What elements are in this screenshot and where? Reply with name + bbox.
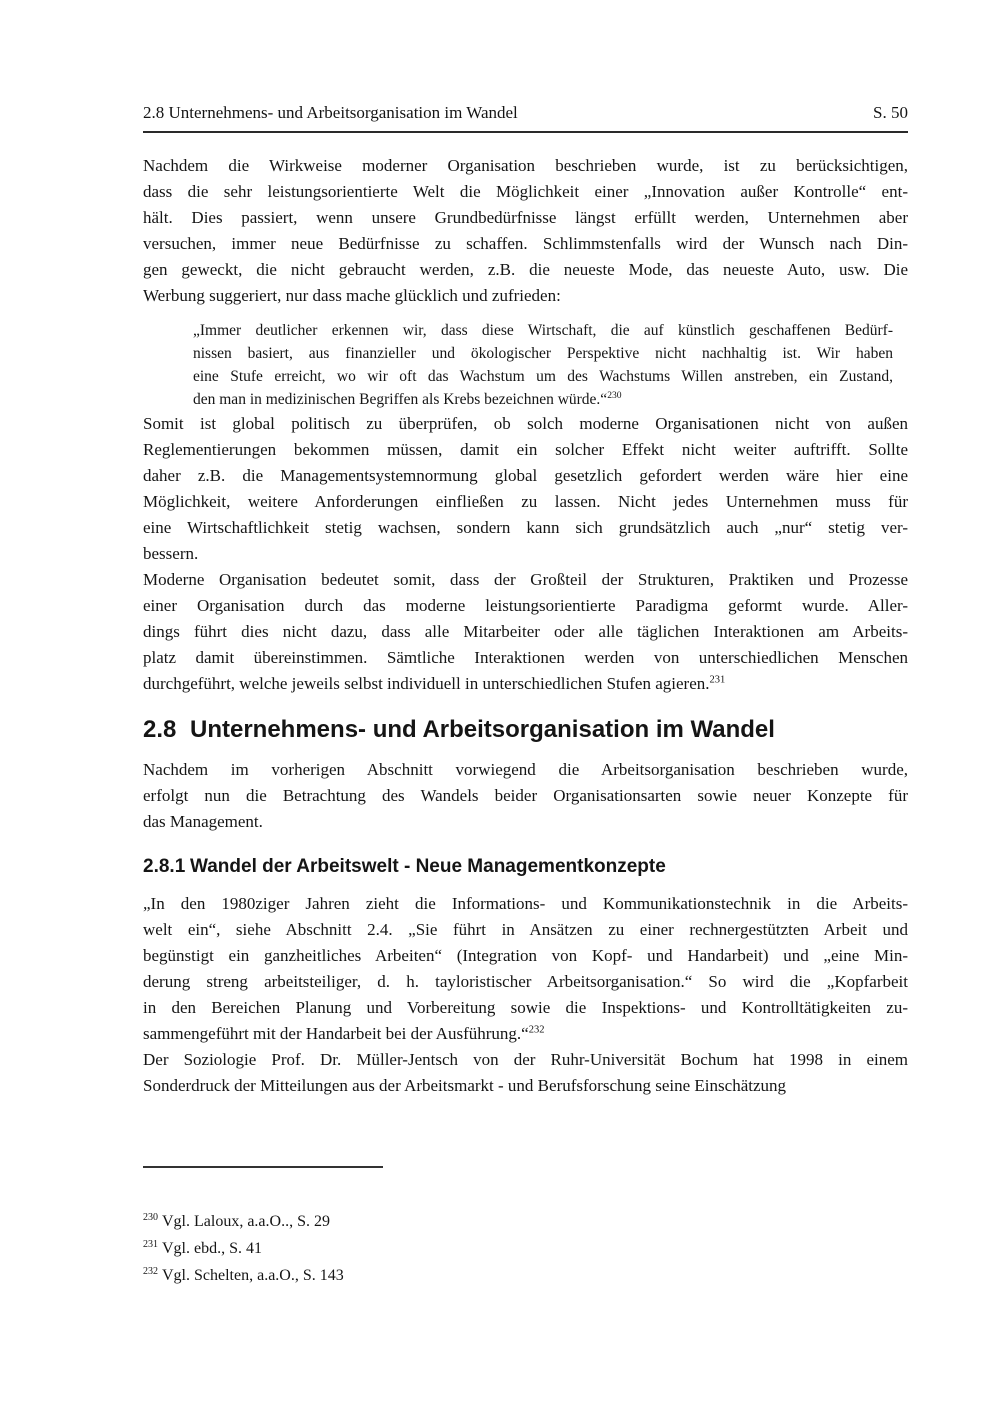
footnote-reference: 231 (709, 674, 726, 686)
footnote: $^{232}$ Vgl. Schelten, a.a.O., S. 143 (143, 1265, 344, 1284)
text-line: bessern. (143, 544, 199, 563)
text-line: Nachdem im vorherigen Abschnitt vorwiegend die Arbeitsorganisation beschrieben wurde, (143, 760, 908, 779)
footnote-separator-rule (143, 1166, 383, 1168)
text-line: derung streng arbeitsteiliger, d. h. tayloristischer Arbeitsorganisation.“ So wird die „Kopfarbeit (143, 972, 908, 991)
text-line: das Management. (143, 812, 263, 831)
paragraph (143, 1047, 908, 1099)
text-line: Der Soziologie Prof. Dr. Müller-Jentsch von der Ruhr-Universität Bochum hat 1998 in einem (143, 1050, 908, 1069)
footnote-reference: 232 (528, 1024, 545, 1036)
text-line: durchgeführt, welche jeweils selbst individuell in unterschiedlichen Stufen agieren.$^{231}$ (143, 674, 726, 693)
text-line: Nachdem die Wirkweise moderner Organisation beschrieben wurde, ist zu berücksichtigen, (143, 156, 908, 175)
section-heading (143, 715, 908, 745)
text-line: Möglichkeit, weitere Anforderungen einfließen zu lassen. Nicht jedes Unternehmen muss für (143, 492, 908, 511)
footnote-marker: 232 (143, 1265, 158, 1277)
footnote: $^{230}$ Vgl. Laloux, a.a.O.., S. 29 (143, 1211, 330, 1230)
text-line: erfolgt nun die Betrachtung des Wandels beider Organisationsarten sowie neuer Konzepte für (143, 786, 908, 805)
footnote-marker: 230 (143, 1211, 158, 1223)
paragraph (143, 153, 908, 309)
running-header (143, 103, 908, 133)
text-line: eine Stufe erreicht, wo wir oft das Wachstum um des Wachstums Willen anstreben, ein Zustand, (193, 368, 893, 385)
text-line: Moderne Organisation bedeutet somit, dass der Großteil der Strukturen, Praktiken und Prozesse (143, 570, 908, 589)
text-line: dass die sehr leistungsorientierte Welt die Möglichkeit einer „Innovation außer Kontrolle“ ent- (143, 182, 908, 201)
block-quote (193, 319, 893, 411)
paragraph (143, 411, 908, 567)
text-line: „Immer deutlicher erkennen wir, dass diese Wirtschaft, die auf künstlich geschaffenen Bedürf- (193, 322, 893, 339)
text-line: welt ein“, siehe Abschnitt 2.4. „Sie führt in Ansätzen zu einer rechnergestützten Arbeit und (143, 920, 908, 939)
footnote: $^{231}$ Vgl. ebd., S. 41 (143, 1238, 262, 1257)
text-line: hält. Dies passiert, wenn unsere Grundbedürfnisse längst erfüllt werden, Unternehmen aber (143, 208, 908, 227)
heading-number: 2.8.1 (143, 856, 186, 877)
text-line: platz damit übereinstimmen. Sämtliche Interaktionen werden von unterschiedlichen Menschen (143, 648, 908, 667)
text-line: einer Organisation durch das moderne leistungsorientierte Paradigma geformt wurde. Aller- (143, 596, 908, 615)
paragraph (143, 891, 908, 1047)
text-line: in den Bereichen Planung und Vorbereitung sowie die Inspektions- und Kontrolltätigkeiten zu- (143, 998, 908, 1017)
subsection-heading (143, 855, 908, 879)
heading-text: Wandel der Arbeitswelt - Neue Managementkonzepte (190, 856, 666, 877)
paragraph (143, 757, 908, 835)
text-line: Reglementierungen bekommen müssen, damit ein solcher Effekt nicht weiter auftrifft. Sollte (143, 440, 908, 459)
text-line: begünstigt ein ganzheitliches Arbeiten“ (Integration von Kopf- und Handarbeit) und „eine Min- (143, 946, 908, 965)
footnote-list (143, 1208, 908, 1289)
text-line: Sonderdruck der Mitteilungen aus der Arbeitsmarkt - und Berufsforschung seine Einschätzung (143, 1076, 787, 1095)
text-line: eine Wirtschaftlichkeit stetig wachsen, sondern kann sich grundsätzlich auch „nur“ stetig ver- (143, 518, 908, 537)
text-line: daher z.B. die Managementsystemnormung global gesetzlich gefordert werden wäre hier eine (143, 466, 908, 485)
heading-number: 2.8 (143, 716, 177, 743)
running-header-title: 2.8 Unternehmens- und Arbeitsorganisation im Wandel (143, 103, 518, 122)
text-line: den man in medizinischen Begriffen als Krebs bezeichnen würde.“$^{230}$ (193, 389, 622, 408)
footnote-marker: 231 (143, 1238, 158, 1250)
text-line: Werbung suggeriert, nur dass mache glücklich und zufrieden: (143, 286, 561, 305)
paragraph (143, 567, 908, 697)
text-line: versuchen, immer neue Bedürfnisse zu schaffen. Schlimmstenfalls wird der Wunsch nach Din- (143, 234, 908, 253)
content-column (143, 103, 908, 1099)
text-line: Somit ist global politisch zu überprüfen, ob solch moderne Organisationen nicht von außen (143, 414, 908, 433)
body-text (143, 153, 908, 1099)
page-number: S. 50 (873, 103, 908, 122)
text-line: dings führt dies nicht dazu, dass alle Mitarbeiter oder alle täglichen Interaktionen am Arbeits- (143, 622, 908, 641)
text-line: nissen basiert, aus finanzieller und ökologischer Perspektive nicht nachhaltig ist. Wir haben (193, 345, 893, 362)
text-line: gen geweckt, die nicht gebraucht werden, z.B. die neueste Mode, das neueste Auto, usw. Die (143, 260, 908, 279)
footnote-reference: 230 (607, 389, 622, 401)
text-line: sammengeführt mit der Handarbeit bei der Ausführung.“$^{232}$ (143, 1024, 545, 1043)
text-line: „In den 1980ziger Jahren zieht die Informations- und Kommunikationstechnik in die Arbeits- (143, 894, 908, 913)
footnote-area (143, 1166, 908, 1289)
heading-text: Unternehmens- und Arbeitsorganisation im Wandel (190, 716, 775, 743)
